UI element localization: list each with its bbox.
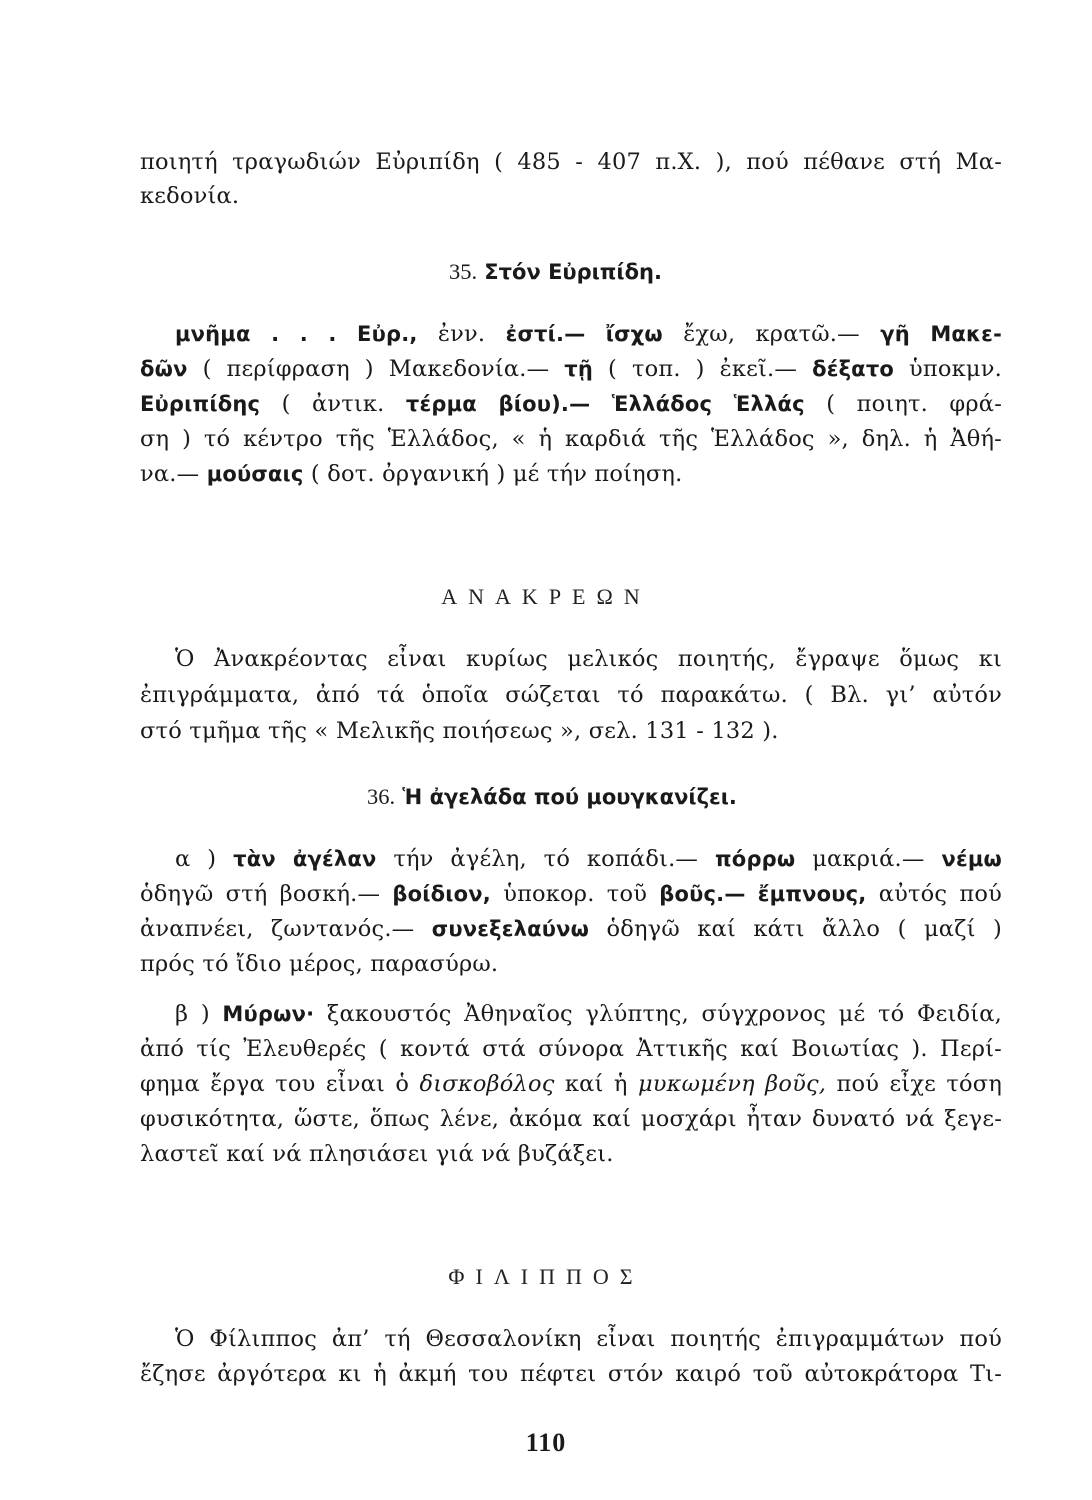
poem-35-note-line: δῶν ( περίφραση ) Μακεδονία.— τῇ ( τοπ. ) ἐκεῖ.— δέξατο ὑποκμν. <box>140 356 1002 382</box>
poem-35-note-line: Εὐριπίδης ( ἀντικ. τέρμα βίου).— Ἑλλάδος Ἑλλάς ( ποιητ. φρά- <box>140 391 1002 417</box>
anakreon-paragraph-line: ἐπιγράμματα, ἀπό τά ὁποῖα σώζεται τό παρακάτω. ( Βλ. γι’ αὐτόν <box>140 682 1002 708</box>
poem-36-note-line: α ) τὰν ἀγέλαν τήν ἀγέλη, τό κοπάδι.— πόρρω μακριά.— νέμω <box>175 846 1002 872</box>
poem-35-note-line: ση ) τό κέντρο τῆς Ἑλλάδος, « ἡ καρδιά τῆς Ἑλλάδος », δηλ. ἡ Ἀθή- <box>140 426 1002 452</box>
poem-number: 36. <box>367 784 396 809</box>
poem-36-note-line: φυσικότητα, ὥστε, ὅπως λένε, ἀκόμα καί μοσχάρι ἦταν δυνατό νά ξεγε- <box>140 1106 1002 1132</box>
poem-35-title <box>449 259 662 285</box>
intro-line: κεδονία. <box>140 183 240 209</box>
poem-title-text: Ἡ ἀγελάδα πού μουγκανίζει. <box>402 785 737 809</box>
page-number: 110 <box>525 1428 567 1457</box>
section-heading-anakreon: ΑΝΑΚΡΕΩΝ <box>441 584 651 609</box>
anakreon-paragraph-line: στό τμῆμα τῆς « Μελικῆς ποιήσεως », σελ. 131 - 132 ). <box>140 718 779 744</box>
poem-36-note-line: ἀπό τίς Ἐλευθερές ( κοντά στά σύνορα Ἀττικῆς καί Βοιωτίας ). Περί- <box>140 1036 1002 1062</box>
poem-number: 35. <box>449 259 478 284</box>
poem-36-note-line: φημα ἔργα του εἶναι ὁ δισκοβόλος καί ἡ μυκωμένη βοῦς, πού εἶχε τόση <box>140 1071 1003 1097</box>
poem-36-title <box>367 784 737 810</box>
poem-title-text: Στόν Εὐριπίδη. <box>484 260 662 284</box>
poem-36-note-line: πρός τό ἴδιο μέρος, παρασύρω. <box>140 951 499 977</box>
philippos-paragraph-line: ἔζησε ἀργότερα κι ἡ ἀκμή του πέφτει στόν καιρό τοῦ αὐτοκράτορα Τι- <box>140 1361 1002 1387</box>
poem-36-note-line: ὁδηγῶ στή βοσκή.— βοίδιον, ὑποκορ. τοῦ βοῦς.— ἔμπνους, αὐτός πού <box>140 881 1003 907</box>
poem-36-note-line: β ) Μύρων· ξακουστός Ἀθηναῖος γλύπτης, σύγχρονος μέ τό Φειδία, <box>175 1001 1002 1027</box>
poem-35-note-line: μνῆμα . . . Εὐρ., ἐνν. ἐστί.— ἴσχω ἔχω, κρατῶ.— γῆ Μακε- <box>175 321 1002 347</box>
poem-36-note-line: ἀναπνέει, ζωντανός.— συνεξελαύνω ὁδηγῶ καί κάτι ἄλλο ( μαζί ) <box>140 916 1002 942</box>
philippos-paragraph-line: Ὁ Φίλιππος ἀπ’ τή Θεσσαλονίκη εἶναι ποιητής ἐπιγραμμάτων πού <box>175 1326 1002 1352</box>
poem-36-note-line: λαστεῖ καί νά πλησιάσει γιά νά βυζάξει. <box>140 1141 614 1167</box>
section-heading-philippos: ΦΙΛΙΠΠΟΣ <box>448 1264 644 1289</box>
poem-35-note-line: να.— μούσαις ( δοτ. ὀργανική ) μέ τήν ποίηση. <box>140 461 683 487</box>
anakreon-paragraph-line: Ὁ Ἀνακρέοντας εἶναι κυρίως μελικός ποιητής, ἔγραψε ὅμως κι <box>175 646 1002 672</box>
intro-line: ποιητή τραγωδιών Εὐριπίδη ( 485 - 407 π.Χ. ), πού πέθανε στή Μα- <box>140 149 1002 175</box>
